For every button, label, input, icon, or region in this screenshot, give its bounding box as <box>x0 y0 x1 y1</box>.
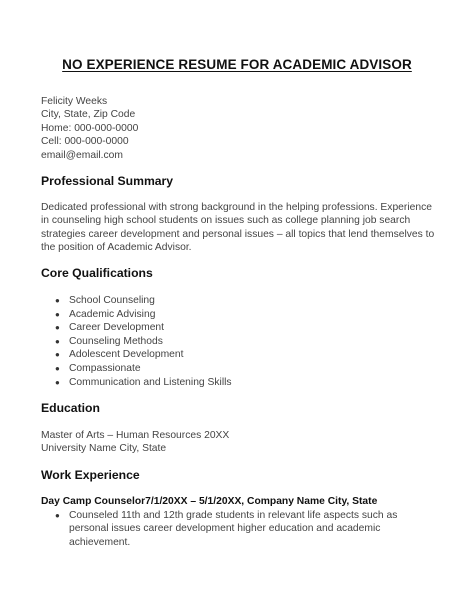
job-bullet <box>55 509 397 549</box>
contact-home-phone: Home: 000-000-0000 <box>41 122 139 134</box>
qualifications-list <box>55 294 232 389</box>
experience-heading: Work Experience <box>41 468 140 482</box>
summary-line: in counseling high school students on issues such as college planning job search <box>41 215 411 227</box>
job-title: Day Camp Counselor7/1/20XX – 5/1/20XX, Company Name City, State <box>41 496 378 507</box>
summary-paragraph <box>41 201 441 255</box>
job-bullet-line: Counseled 11th and 12th grade students in relevant life aspects such as <box>69 510 398 521</box>
list-item <box>55 294 232 308</box>
list-item <box>55 308 232 322</box>
bullet-icon: ● <box>55 296 60 305</box>
bullet-icon: ● <box>55 377 60 387</box>
list-item-label: Academic Advising <box>69 308 156 320</box>
education-degree: Master of Arts – Human Resources 20XX <box>41 430 230 441</box>
bullet-icon: ● <box>55 309 60 319</box>
bullet-icon: ● <box>55 336 60 346</box>
list-item <box>55 348 232 362</box>
summary-line: Dedicated professional with strong background in the helping professions. Experience <box>41 202 432 213</box>
list-item <box>55 335 232 349</box>
list-item <box>55 362 232 376</box>
bullet-icon: ● <box>55 511 60 520</box>
resume-title: NO EXPERIENCE RESUME FOR ACADEMIC ADVISOR <box>62 57 412 72</box>
education-block <box>41 429 229 456</box>
list-item-label: Career Development <box>69 322 165 334</box>
qualifications-heading: Core Qualifications <box>41 266 153 280</box>
bullet-icon: ● <box>55 363 60 373</box>
summary-heading: Professional Summary <box>41 174 174 188</box>
list-item-label: Communication and Listening Skills <box>69 376 232 388</box>
bullet-icon: ● <box>55 350 60 360</box>
list-item-label: Compassionate <box>69 362 141 374</box>
job-bullet-text <box>69 509 397 549</box>
contact-name: Felicity Weeks <box>41 96 108 107</box>
contact-cell-phone: Cell: 000-000-0000 <box>41 136 129 148</box>
bullet-icon: ● <box>55 323 60 333</box>
job-bullet-line: achievement. <box>69 536 131 548</box>
list-item-label: Adolescent Development <box>69 349 184 361</box>
summary-line: strategies career development and personal issues – all topics that lend themselves to <box>41 228 435 240</box>
contact-address: City, State, Zip Code <box>41 109 136 121</box>
job-bullet-line: personal issues career development higher education and academic <box>69 523 381 535</box>
list-item <box>55 321 232 335</box>
contact-email: email@email.com <box>41 149 123 161</box>
list-item-label: School Counseling <box>69 295 155 306</box>
contact-block <box>41 95 138 162</box>
education-heading: Education <box>41 401 100 415</box>
summary-line: the position of Academic Advisor. <box>41 242 192 254</box>
education-school: University Name City, State <box>41 443 167 455</box>
list-item-label: Counseling Methods <box>69 335 163 347</box>
list-item <box>55 376 232 390</box>
